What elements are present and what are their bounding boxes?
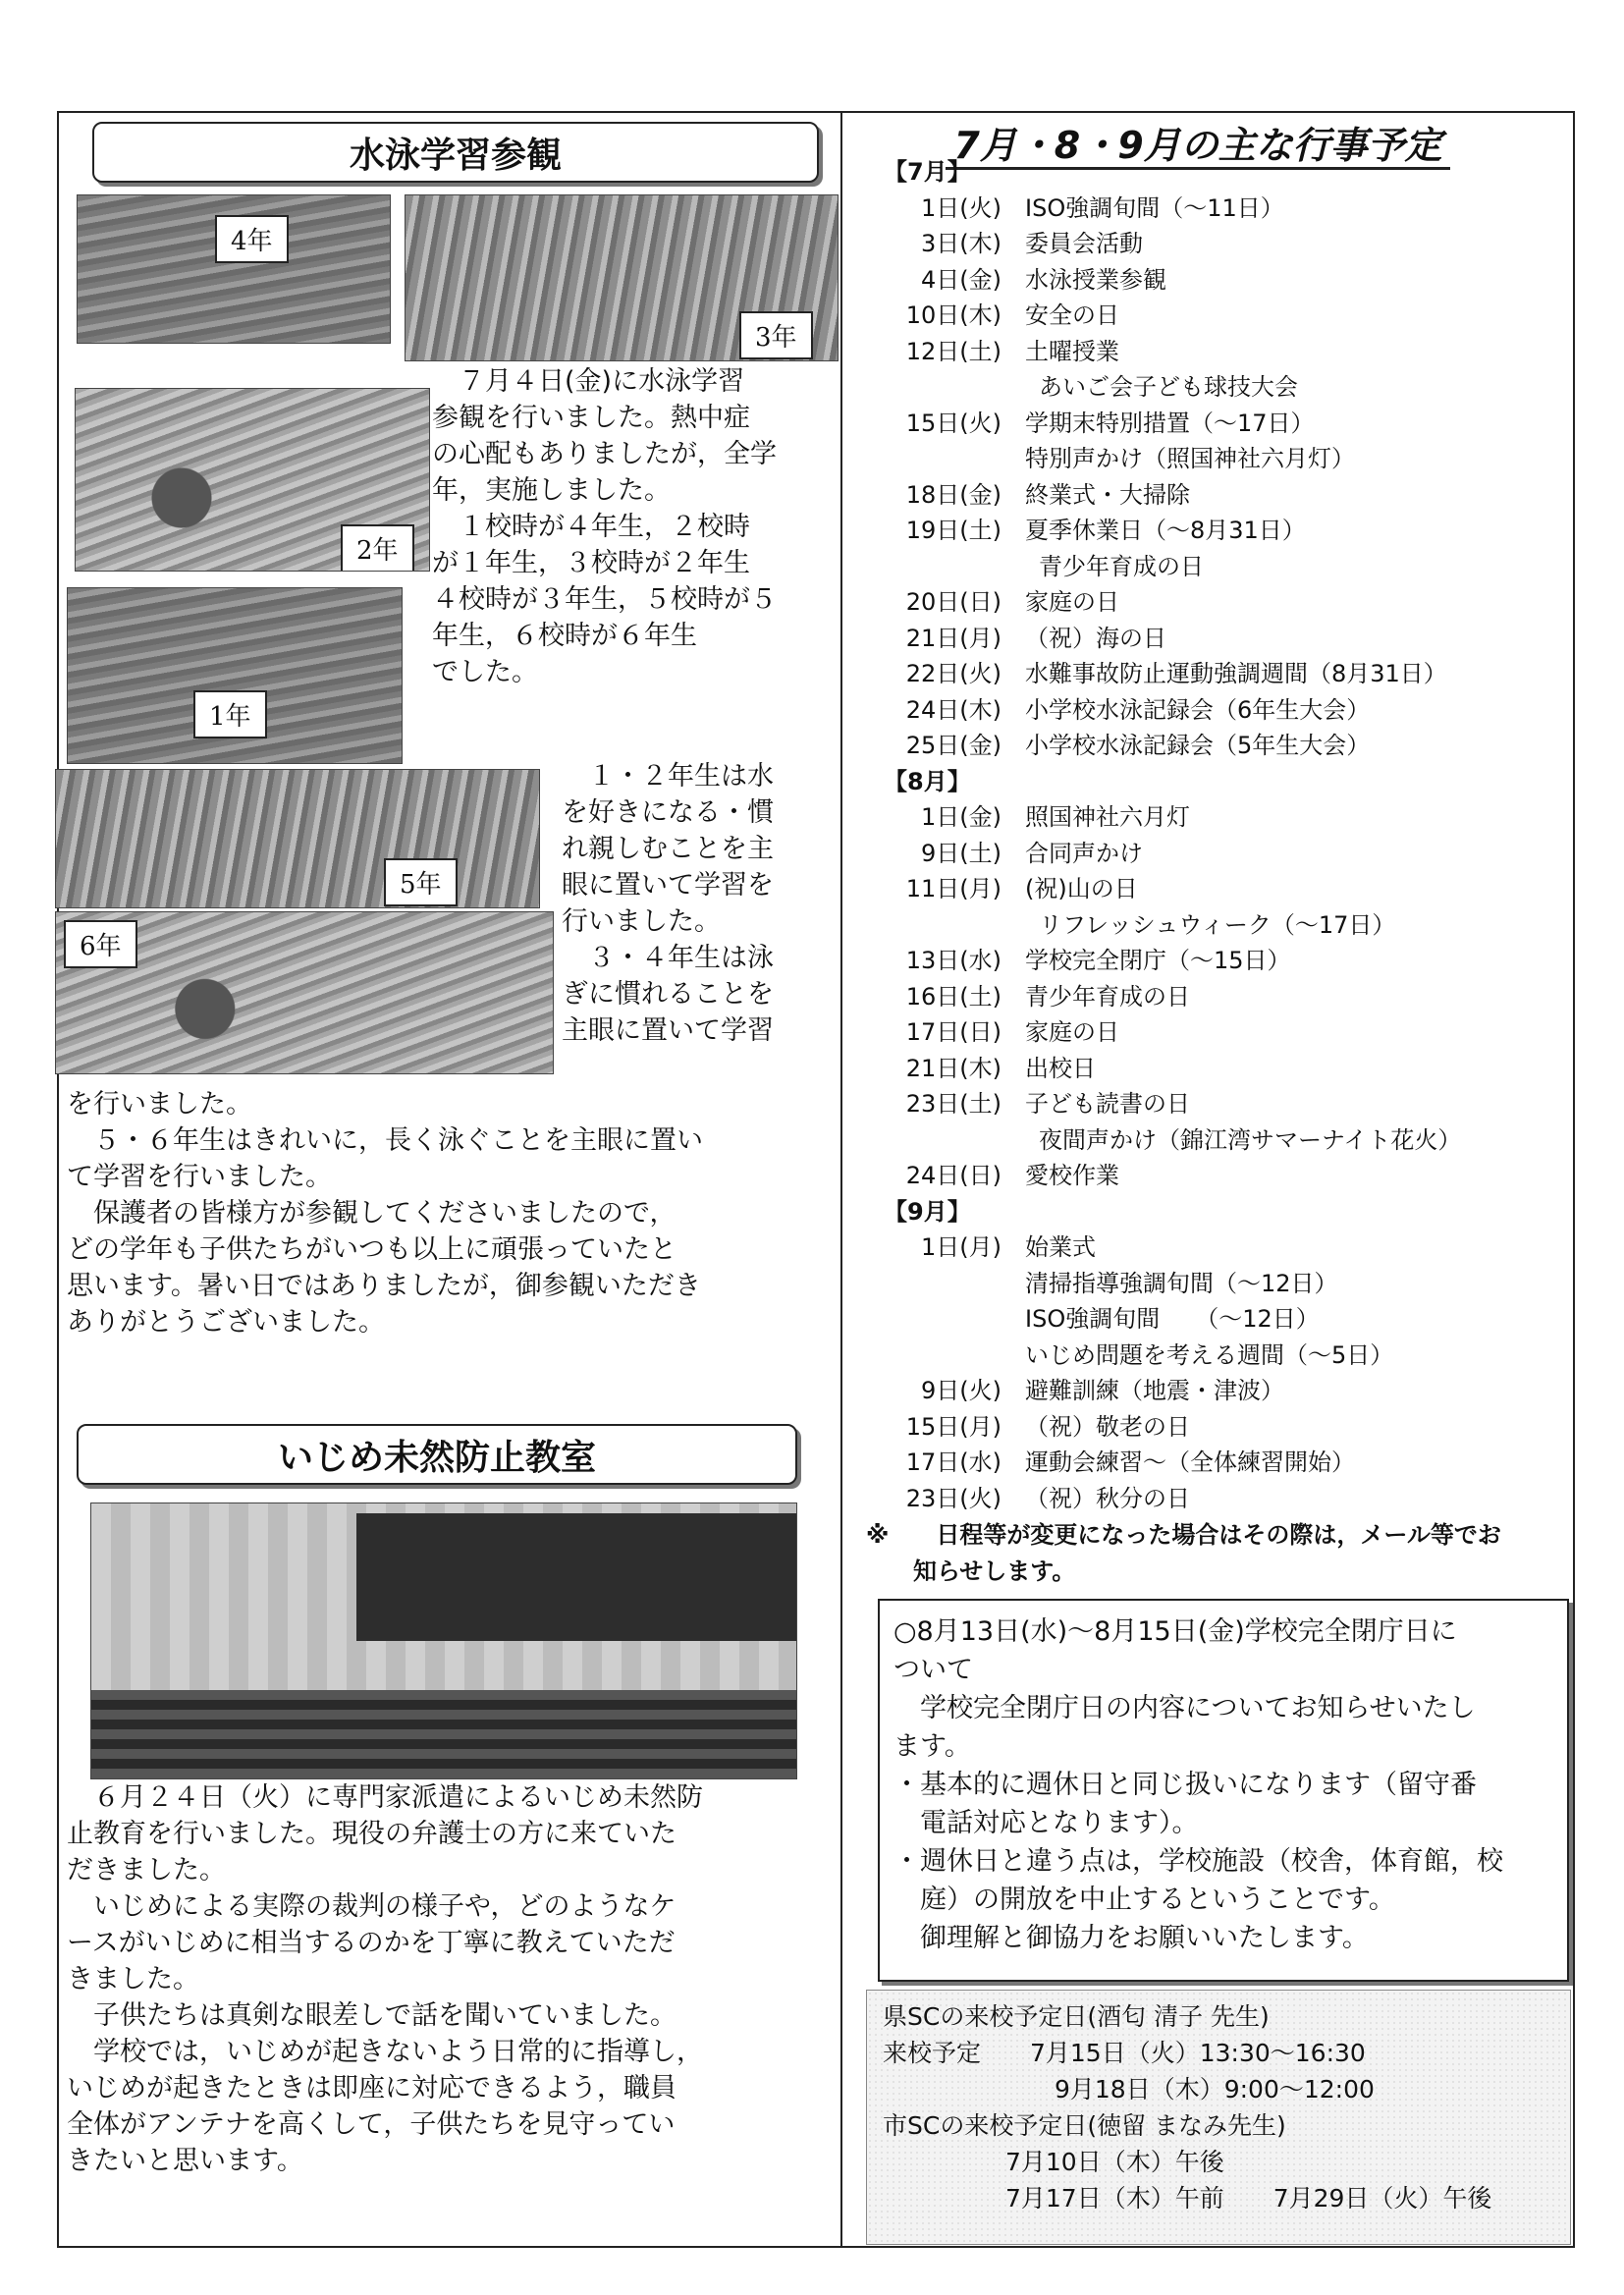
schedule-date: 1日(金) — [921, 803, 1001, 831]
schedule-date — [874, 1338, 1025, 1374]
schedule-date: 21日(木) — [905, 1054, 1001, 1082]
swim-paragraph-3: を行いました。 ５・６年生はきれいに，長く泳ぐことを主眼に置い て学習を行いました。 保護者の皆様方が参観してくださいましたので， どの学年も子供たちがいつも以上に頑張っていたと 思います。暑い日ではありましたが，御参観いただき ありがとうございました。 — [67, 1089, 703, 1338]
schedule-event: 家庭の日 — [1025, 1018, 1119, 1046]
schedule-date: 24日(木) — [905, 695, 1001, 724]
schedule-event: 子ども読書の日 — [1025, 1090, 1190, 1118]
schedule-event: 家庭の日 — [1025, 588, 1119, 616]
photo-label-grade3: 3年 — [739, 311, 813, 359]
schedule-date: 13日(水) — [905, 947, 1001, 974]
schedule-date: 17日(水) — [905, 1448, 1001, 1476]
schedule-date: 12日(土) — [905, 337, 1001, 365]
schedule-row — [874, 298, 1561, 334]
column-divider — [840, 111, 842, 2248]
photo-label-grade5: 5年 — [384, 858, 458, 906]
schedule-date: 4日(金) — [921, 265, 1001, 294]
schedule-date: 1日(火) — [921, 193, 1001, 222]
schedule-row — [874, 369, 1561, 406]
schedule-date — [874, 1266, 1025, 1302]
schedule-event: 愛校作業 — [1025, 1162, 1119, 1189]
schedule-row — [874, 799, 1561, 836]
schedule-event: 水泳授業参観 — [1025, 265, 1166, 294]
schedule-event: ISO強調旬間（～11日） — [1025, 193, 1284, 222]
schedule-row — [874, 584, 1561, 621]
schedule-row — [874, 1481, 1561, 1517]
schedule-date — [874, 441, 1025, 477]
schedule-row — [874, 1158, 1561, 1194]
schedule-event: 清掃指導強調旬間（～12日） — [1025, 1269, 1338, 1297]
schedule-date — [874, 907, 1025, 944]
schedule-month-header — [874, 1194, 1561, 1230]
bullying-body: ６月２４日（火）に専門家派遣によるいじめ未然防 止教育を行いました。現役の弁護士の方に来ていた だきました。 いじめによる実際の裁判の様子や，どのようなケ ースがいじめに相当するのかを丁寧に教えていただ きました。 子供たちは真剣な眼差しで話を聞いていました。 学校では，いじめが起きないよう日常的に指導し， いじめが起きたときは即座に対応できるよう，職員 全体がアンテナを高くして，子供たちを見守ってい きたいと思います。 — [67, 1782, 703, 2176]
schedule-date: 10日(木) — [905, 301, 1001, 329]
schedule-event: ISO強調旬間 （～12日） — [1025, 1305, 1320, 1333]
schedule-event: 小学校水泳記録会（5年生大会） — [1025, 732, 1371, 759]
schedule-month-header — [874, 764, 1561, 800]
schedule-row — [874, 191, 1561, 227]
closure-notice-box — [878, 1599, 1569, 1982]
schedule-event: リフレッシュウィーク（～17日） — [1039, 910, 1396, 939]
schedule-event: いじめ問題を考える週間（～5日） — [1025, 1340, 1394, 1369]
schedule-row — [874, 979, 1561, 1015]
photo-grade3 — [405, 194, 839, 361]
schedule-event: 運動会練習～（全体練習開始） — [1025, 1448, 1355, 1476]
swim-section-title: 水泳学習参観 — [92, 122, 819, 183]
photo-label-grade4: 4年 — [215, 215, 289, 263]
schedule-row — [874, 943, 1561, 979]
schedule-date: 【8月】 — [884, 767, 971, 795]
schedule-date: 【7月】 — [884, 158, 971, 186]
schedule-event: 青少年育成の日 — [1039, 552, 1204, 580]
photo-grade6 — [55, 911, 554, 1074]
schedule-date — [874, 549, 1025, 585]
schedule-date — [874, 369, 1025, 406]
schedule-row — [874, 262, 1561, 299]
schedule-date: 22日(火) — [905, 660, 1001, 687]
schedule-date: 【9月】 — [884, 1197, 971, 1226]
schedule-date — [874, 1301, 1025, 1338]
schedule-event: （祝）海の日 — [1025, 624, 1166, 652]
schedule-row — [874, 334, 1561, 370]
schedule-date: 20日(日) — [905, 588, 1001, 616]
school-counselor-box — [866, 1990, 1571, 2245]
schedule-row — [874, 692, 1561, 729]
schedule-event: 小学校水泳記録会（6年生大会） — [1025, 695, 1371, 724]
schedule-event: （祝）敬老の日 — [1025, 1412, 1190, 1441]
schedule-row — [874, 1338, 1561, 1374]
schedule-event: あいご会子ども球技大会 — [1039, 373, 1298, 401]
schedule-date: 19日(土) — [905, 517, 1001, 544]
schedule-row — [874, 441, 1561, 477]
schedule-event: 青少年育成の日 — [1025, 982, 1190, 1011]
schedule-row — [874, 1229, 1561, 1266]
schedule-row — [874, 1409, 1561, 1446]
photo-label-grade2: 2年 — [341, 524, 414, 572]
schedule-row — [874, 1266, 1561, 1302]
schedule-event: 学期末特別措置（～17日） — [1025, 409, 1315, 437]
schedule-event: 委員会活動 — [1025, 230, 1143, 257]
schedule-row — [874, 1014, 1561, 1051]
schedule-event: (祝)山の日 — [1025, 875, 1138, 902]
photo-label-grade1: 1年 — [193, 690, 267, 738]
schedule-date: 1日(月) — [921, 1233, 1001, 1261]
schedule-row — [874, 1373, 1561, 1409]
schedule-event: 土曜授業 — [1025, 337, 1119, 365]
school-counselor-text: 県SCの来校予定日(酒匂 清子 先生) 来校予定 7月15日（火）13:30～16:30 9月18日（木）9:00～12:00 市SCの来校予定日(徳留 まなみ先生) 7月10日（木）午後 7月17日（木）午前 7月29日（火）午後 — [883, 2002, 1492, 2213]
schedule-event: 始業式 — [1025, 1233, 1096, 1261]
schedule-month-header — [874, 154, 1561, 191]
swim-paragraph-2: １・２年生は水 を好きになる・慣 れ親しむことを主 眼に置いて学習を 行いました。 ３・４年生は泳 ぎに慣れることを 主眼に置いて学習 — [562, 761, 774, 1046]
schedule-date: 16日(土) — [905, 982, 1001, 1011]
schedule-event: 照国神社六月灯 — [1025, 803, 1190, 831]
schedule-date: 15日(火) — [905, 409, 1001, 437]
schedule-note: ※ 日程等が変更になった場合はその際は，メール等でお 知らせします。 — [866, 1521, 1501, 1585]
schedule-date: 24日(日) — [905, 1162, 1001, 1189]
schedule-event: 学校完全閉庁（～15日） — [1025, 947, 1291, 974]
photo-grade5 — [55, 769, 540, 908]
schedule-row — [874, 1086, 1561, 1122]
photo-classroom-lecture — [90, 1503, 797, 1779]
photo-grade2 — [75, 388, 430, 572]
schedule-row — [874, 728, 1561, 764]
schedule-event: 安全の日 — [1025, 301, 1119, 329]
schedule-row — [874, 907, 1561, 944]
schedule-row — [874, 226, 1561, 262]
schedule-event: 夏季休業日（～8月31日） — [1025, 517, 1306, 544]
schedule-row — [874, 656, 1561, 692]
schedule-date: 23日(土) — [905, 1090, 1001, 1118]
schedule-row — [874, 477, 1561, 514]
swim-paragraph-1: ７月４日(金)に水泳学習 参観を行いました。熱中症 の心配もありましたが，全学 年，実施しました。 １校時が４年生，２校時 が１年生，３校時が２年生 ４校時が３年生，５校時が５ 年生，６校時が６年生 でした。 — [432, 366, 777, 687]
schedule-event: 終業式・大掃除 — [1025, 480, 1190, 509]
schedule-row — [874, 1122, 1561, 1159]
bullying-section-title: いじめ未然防止教室 — [77, 1424, 797, 1485]
schedule-date: 9日(火) — [921, 1377, 1001, 1404]
schedule-event: （祝）秋分の日 — [1025, 1484, 1190, 1512]
schedule-event: 夜間声かけ（錦江湾サマーナイト花火） — [1039, 1125, 1462, 1154]
schedule-date: 11日(月) — [905, 875, 1001, 902]
photo-label-grade6: 6年 — [64, 920, 137, 968]
schedule-date: 15日(月) — [905, 1412, 1001, 1441]
schedule-row — [874, 621, 1561, 657]
schedule-date: 23日(火) — [905, 1484, 1001, 1512]
schedule-row — [874, 549, 1561, 585]
schedule-row — [874, 406, 1561, 442]
photo-grade1 — [67, 587, 403, 764]
schedule-event: 水難事故防止運動強調週間（8月31日） — [1025, 660, 1447, 687]
schedule-row — [874, 871, 1561, 907]
schedule-row — [874, 1301, 1561, 1338]
schedule-row — [874, 1051, 1561, 1087]
schedule-row — [874, 1445, 1561, 1481]
schedule-event: 出校日 — [1025, 1054, 1096, 1082]
schedule-date: 21日(月) — [905, 624, 1001, 652]
schedule-date: 18日(金) — [905, 480, 1001, 509]
schedule-list — [874, 154, 1561, 1516]
schedule-date: 25日(金) — [905, 732, 1001, 759]
schedule-date — [874, 1122, 1025, 1159]
schedule-date: 9日(土) — [921, 839, 1001, 867]
schedule-date: 17日(日) — [905, 1018, 1001, 1046]
closure-notice-text: ○8月13日(水)～8月15日(金)学校完全閉庁日に ついて 学校完全閉庁日の内容についてお知らせいたし ます。 ・基本的に週休日と同じ扱いになります（留守番 電話対応となります）。 ・週休日と違う点は，学校施設（校舎，体育館，校 庭）の開放を中止するということです。 御理解と御協力をお願いいたします。 — [893, 1616, 1503, 1953]
schedule-row — [874, 513, 1561, 549]
schedule-event: 避難訓練（地震・津波） — [1025, 1377, 1284, 1404]
schedule-date: 3日(木) — [921, 230, 1001, 257]
photo-grade4 — [77, 194, 391, 344]
schedule-row — [874, 836, 1561, 872]
schedule-event: 特別声かけ（照国神社六月灯） — [1025, 445, 1355, 472]
schedule-event: 合同声かけ — [1025, 839, 1143, 867]
schedule-title-text: 7月・8・9月の主な行事予定 — [946, 124, 1449, 170]
